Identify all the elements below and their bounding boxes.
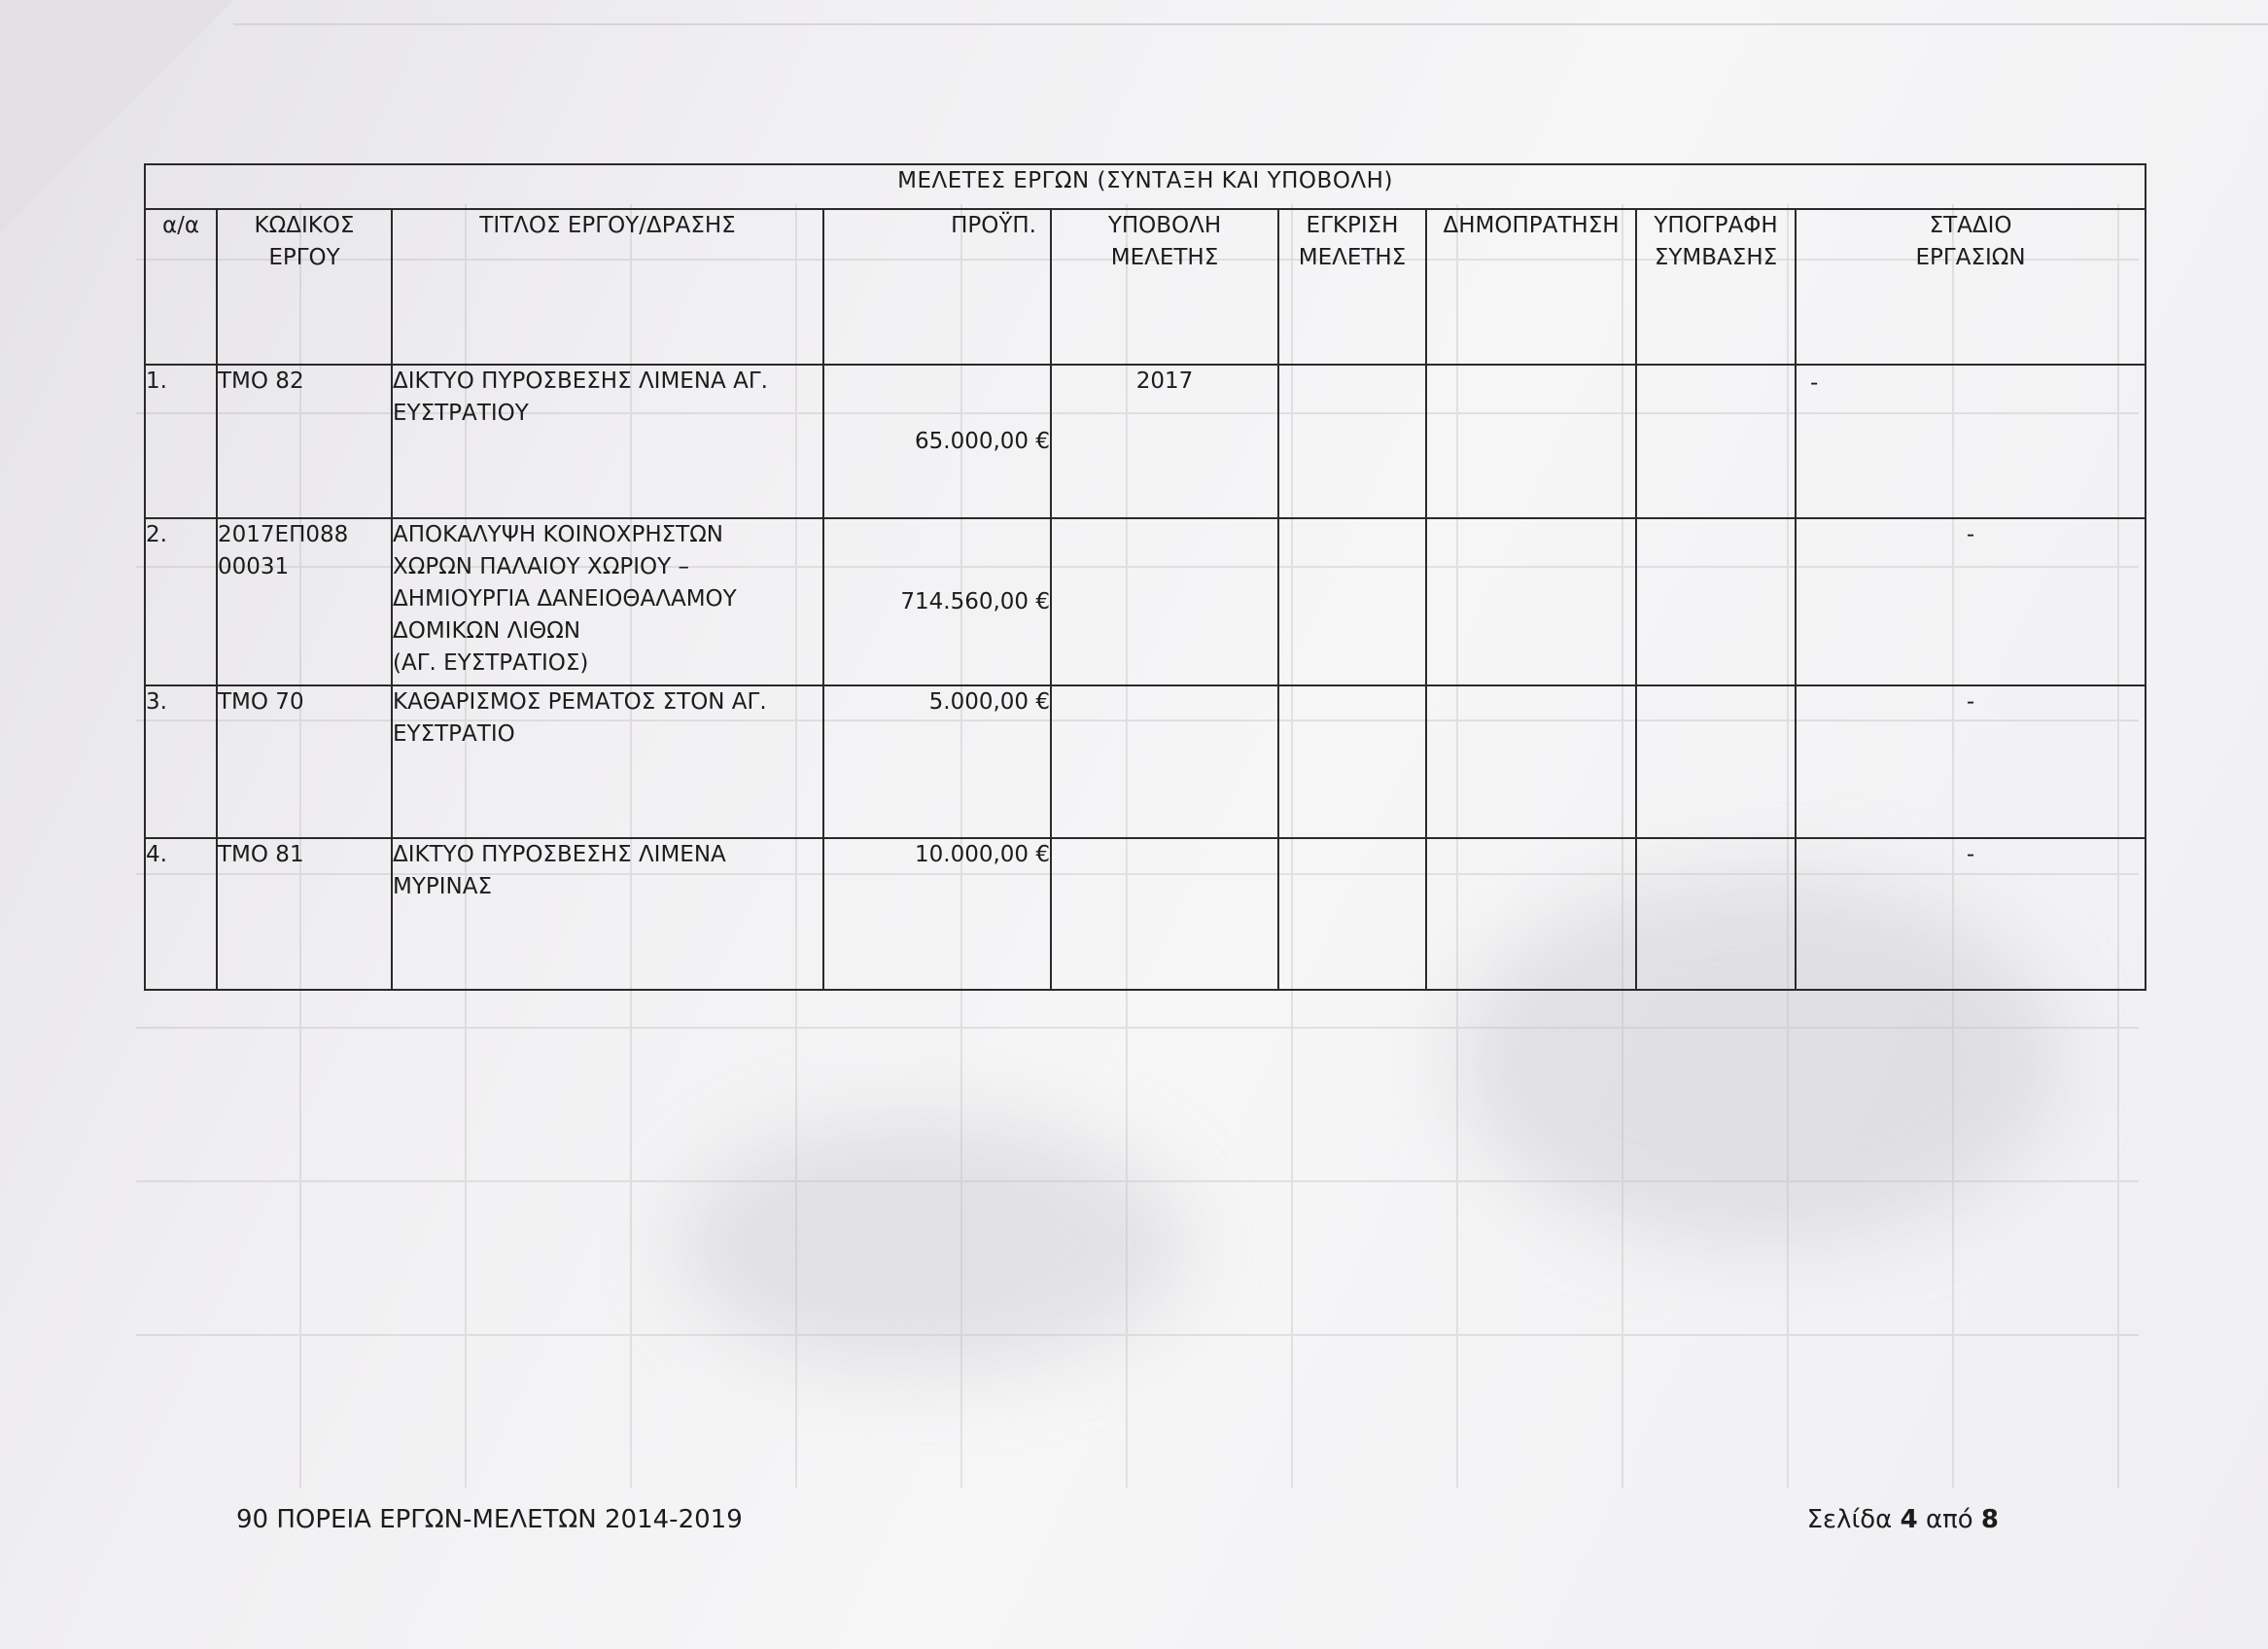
- row-code: ΤΜΟ 70: [217, 685, 392, 838]
- row-index: 3.: [145, 685, 217, 838]
- title-row: [145, 164, 2146, 209]
- row-submission: [1051, 838, 1278, 990]
- row-submission: [1051, 685, 1278, 838]
- footer-page-number: Σελίδα 4 από 8: [1806, 1505, 1999, 1534]
- row-contract: [1636, 365, 1796, 518]
- row-title: ΑΠΟΚΑΛΥΨΗ ΚΟΙΝΟΧΡΗΣΤΩΝ ΧΩΡΩΝ ΠΑΛΑΙΟΥ ΧΩΡΙΟΥ – ΔΗΜΙΟΥΡΓΙΑ ΔΑΝΕΙΟΘΑΛΑΜΟΥ ΔΟΜΙΚΩΝ ΛΙΘΩΝ (ΑΓ. ΕΥΣΤΡΑΤΙΟΣ): [392, 518, 823, 685]
- row-tender: [1426, 838, 1636, 990]
- row-submission: 2017: [1051, 365, 1278, 518]
- row-stage: -: [1796, 365, 2146, 518]
- header-stage: ΣΤΑΔΙΟ ΕΡΓΑΣΙΩΝ: [1796, 209, 2146, 365]
- row-contract: [1636, 685, 1796, 838]
- header-title: ΤΙΤΛΟΣ ΕΡΓΟΥ/ΔΡΑΣΗΣ: [392, 209, 823, 365]
- row-approval: [1278, 365, 1426, 518]
- row-index: 2.: [145, 518, 217, 685]
- table-title: ΜΕΛΕΤΕΣ ΕΡΓΩΝ (ΣΥΝΤΑΞΗ ΚΑΙ ΥΠΟΒΟΛΗ): [145, 164, 2146, 209]
- header-tender: ΔΗΜΟΠΡΑΤΗΣΗ: [1426, 209, 1636, 365]
- table-row: [145, 365, 2146, 518]
- row-budget: 10.000,00 €: [823, 838, 1051, 990]
- footer-document-title: 90 ΠΟΡΕΙΑ ΕΡΓΩΝ-ΜΕΛΕΤΩΝ 2014-2019: [236, 1505, 743, 1534]
- row-approval: [1278, 838, 1426, 990]
- row-budget: 65.000,00 €: [823, 365, 1051, 518]
- page-top-edge: [233, 23, 2268, 25]
- header-index: α/α: [145, 209, 217, 365]
- table-row: [145, 838, 2146, 990]
- row-approval: [1278, 685, 1426, 838]
- row-budget: 714.560,00 €: [823, 518, 1051, 685]
- row-stage: -: [1796, 838, 2146, 990]
- scan-smudge: [680, 1118, 1186, 1371]
- row-tender: [1426, 518, 1636, 685]
- row-code: ΤΜΟ 81: [217, 838, 392, 990]
- header-submission: ΥΠΟΒΟΛΗ ΜΕΛΕΤΗΣ: [1051, 209, 1278, 365]
- row-code: 2017ΕΠ088 00031: [217, 518, 392, 685]
- studies-table: [144, 163, 2146, 991]
- row-title: ΔΙΚΤΥΟ ΠΥΡΟΣΒΕΣΗΣ ΛΙΜΕΝΑ ΑΓ. ΕΥΣΤΡΑΤΙΟΥ: [392, 365, 823, 518]
- row-index: 1.: [145, 365, 217, 518]
- row-submission: [1051, 518, 1278, 685]
- header-row: [145, 209, 2146, 365]
- row-stage: -: [1796, 685, 2146, 838]
- row-stage: -: [1796, 518, 2146, 685]
- row-tender: [1426, 365, 1636, 518]
- row-budget: 5.000,00 €: [823, 685, 1051, 838]
- row-contract: [1636, 518, 1796, 685]
- row-tender: [1426, 685, 1636, 838]
- row-approval: [1278, 518, 1426, 685]
- table-row: [145, 518, 2146, 685]
- header-code: ΚΩΔΙΚΟΣ ΕΡΓΟΥ: [217, 209, 392, 365]
- row-contract: [1636, 838, 1796, 990]
- header-budget: ΠΡΟΫΠ.: [823, 209, 1051, 365]
- row-title: ΔΙΚΤΥΟ ΠΥΡΟΣΒΕΣΗΣ ΛΙΜΕΝΑ ΜΥΡΙΝΑΣ: [392, 838, 823, 990]
- row-index: 4.: [145, 838, 217, 990]
- row-code: ΤΜΟ 82: [217, 365, 392, 518]
- header-approval: ΕΓΚΡΙΣΗ ΜΕΛΕΤΗΣ: [1278, 209, 1426, 365]
- row-title: ΚΑΘΑΡΙΣΜΟΣ ΡΕΜΑΤΟΣ ΣΤΟΝ ΑΓ. ΕΥΣΤΡΑΤΙΟ: [392, 685, 823, 838]
- header-contract: ΥΠΟΓΡΑΦΗ ΣΥΜΒΑΣΗΣ: [1636, 209, 1796, 365]
- table-row: [145, 685, 2146, 838]
